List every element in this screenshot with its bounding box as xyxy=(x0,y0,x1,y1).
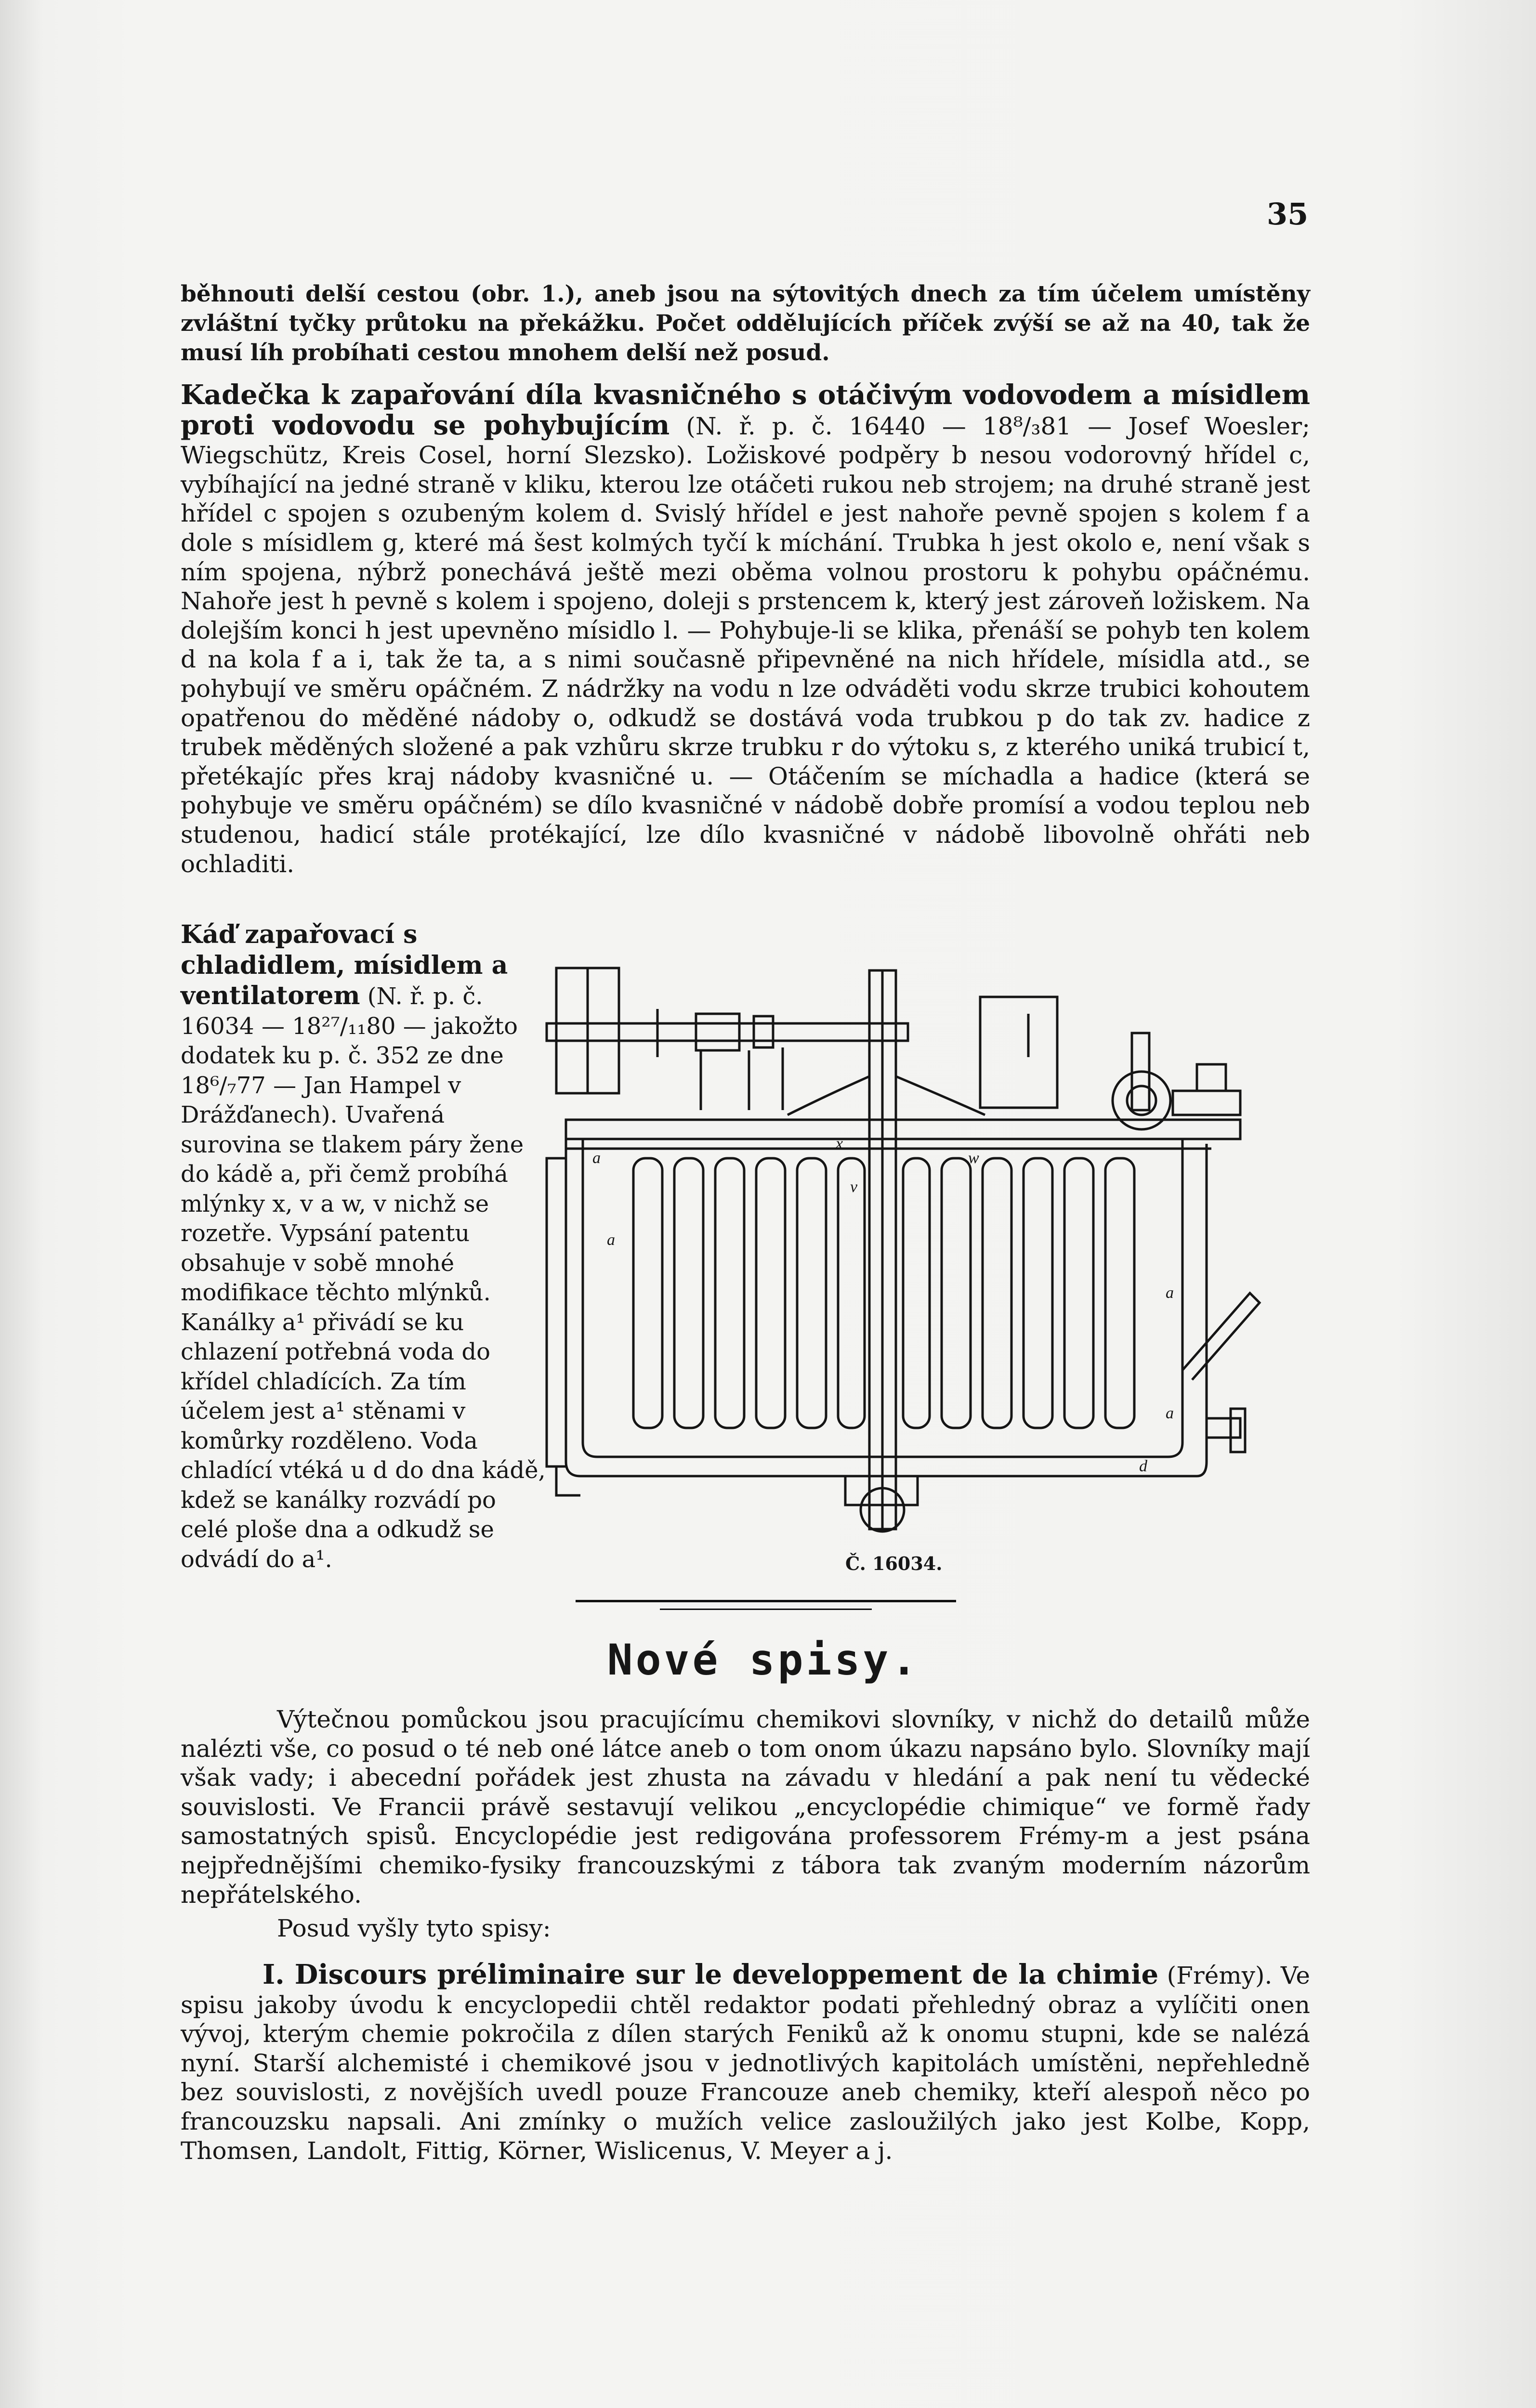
paragraph-continuation: běhnouti delší cestou (obr. 1.), aneb jsou na sýtovitých dnech za tím účelem umístěny zvláštní tyčky průtoku na překážku. Počet oddělujících příček zvýší se až na 40, tak že musí líh probíhati cestou mnohem delší než posud. xyxy=(181,281,1310,366)
figure-label: a xyxy=(1166,1284,1174,1302)
mash-tun-figure xyxy=(537,956,1274,1572)
figure-label: d xyxy=(1139,1457,1147,1475)
figure-label: a xyxy=(607,1231,615,1249)
figure-label: w xyxy=(968,1149,979,1167)
horizontal-shaft xyxy=(547,1023,908,1041)
figure-label: v xyxy=(850,1178,858,1196)
paragraph-intro: Výtečnou pomůckou jsou pracujícímu chemikovi slovníky, v nichž do detailů může nalézti vše, co posud o té neb oné látce aneb o tom onom úkazu napsáno bylo. Slovníky mají však vady; i abecední pořádek jest zhusta na závadu v hledání a pak není tu vědecké souvislosti. Ve Francii právě sestavují velikou „encyclopédie chimique“ ve formě řady samostatných spisů. Encyclopédie jest redigována professorem Frémy-m a jest psána nejpřednějšími chemiko-fysiky francouzskými z tábora tak zvaným moderním názorům nepřátelského. xyxy=(181,1705,1310,1909)
page-number: 35 xyxy=(1267,196,1309,232)
patent-text-16440: (N. ř. p. č. 16440 — 18⁸/₃81 — Josef Woesler; Wiegschütz, Kreis Cosel, horní Slezsko). Ložiskové podpěry b nesou vodorovný hřídel c, vybíhající na jedné straně v kliku, kterou lze otáčeti rukou neb strojem; na druhé straně jest hřídel c spojen s ozubeným kolem d. Svislý hřídel e jest nahoře pevně spojen s kolem f a dole s mísidlem g, které má šest kolmých tyčí k míchání. Trubka h jest okolo e, není však s ním spojena, nýbrž ponechává ještě mezi oběma volnou prostoru k pohybu opáčnému. Nahoře jest h pevně s kolem i spojeno, doleji s prstencem k, který jest zároveň ložiskem. Na dolejším konci h jest upevněno mísidlo l. — Pohybuje-li se klika, přenáší se pohyb ten kolem d na kola f a i, tak že ta, a s nimi současně připevněné na nich hřídele, mísidla atd., se pohybují ve směru opáčném. Z nádržky na vodu n lze odváděti vodu skrze trubici kohoutem opatřenou do měděné nádoby o, odkudž se dostává voda trubkou p do tak zv. hadice z trubek měděných složené a pak vzhůru skrze trubku r do výtoku s, z kterého uniká trubicí t, přetékajíc přes kraj nádoby kvasničné u. — Otáčením se míchadla a hadice (která se pohybuje ve směru opáčném) se dílo kvasničné v nádobě dobře promísí a vodou teplou neb studenou, hadicí stále protékající, lze dílo kvasničné v nádobě libovolně ohřáti neb ochladiti. xyxy=(181,412,1310,878)
patent-text-16034: (N. ř. p. č. 16034 — 18²⁷/₁₁80 — jakožto dodatek ku p. č. 352 ze dne 18⁶/₇77 — Jan Hampel v Drážďanech). Uvařená surovina se tlakem páry žene do kádě a, při čemž probíhá mlýnky x, v a w, v nichž se rozetře. Vypsání patentu obsahuje v sobě mnohé modifikace těchto mlýnků. Kanálky a¹ přivádí se ku chlazení potřebná voda do křídel chladících. Za tím účelem jest a¹ stěnami v komůrky rozděleno. Voda chladící vtéká u d do dna kádě, kdež se kanálky rozvádí po celé ploše dna a odkudž se odvádí do a¹. xyxy=(181,983,546,1573)
figure-caption: Č. 16034. xyxy=(845,1553,943,1574)
figure-label: x xyxy=(836,1135,843,1152)
patent-title-16440: Kadečka k zapařování díla kvasničného s otáčivým vodovodem a mísidlem proti vodovodu se pohybujícím xyxy=(181,379,1310,441)
patent-paragraph-16034 xyxy=(181,920,547,1574)
patent-title-16034: Káď zapařovací s chladidlem, mísidlem a ventilatorem xyxy=(181,920,508,1010)
figure-label: a xyxy=(592,1149,601,1167)
figure-label: a xyxy=(1166,1404,1174,1422)
book-entry-1 xyxy=(181,1960,1310,2165)
separator-rule xyxy=(660,1609,872,1610)
book-text-1: (Frémy). Ve spisu jakoby úvodu k encyclopedii chtěl redaktor podati přehledný obraz a vylíčiti onen vývoj, kterým chemie pokročila z dílen starých Feniků až k onomu stupni, kde se nalézá nyní. Starší alchemisté i chemikové jsou v jednotlivých kapitolách umístěni, nepřehledně bez souvislosti, z novějších uvedl pouze Francouze aneb chemiky, kteří alespoň něco po francouzsku napsali. Ani zmínky o mužích velice zasloužilých jako jest Kolbe, Kopp, Thomsen, Landolt, Fittig, Körner, Wislicenus, V. Meyer a j. xyxy=(181,1962,1310,2165)
paragraph-list-intro: Posud vyšly tyto spisy: xyxy=(277,1914,551,1942)
separator-rule xyxy=(576,1600,956,1602)
book-title-1: I. Discours préliminaire sur le developpement de la chimie xyxy=(263,1959,1159,1990)
patent-paragraph-16440 xyxy=(181,380,1310,878)
section-heading: Nové spisy. xyxy=(607,1635,920,1685)
